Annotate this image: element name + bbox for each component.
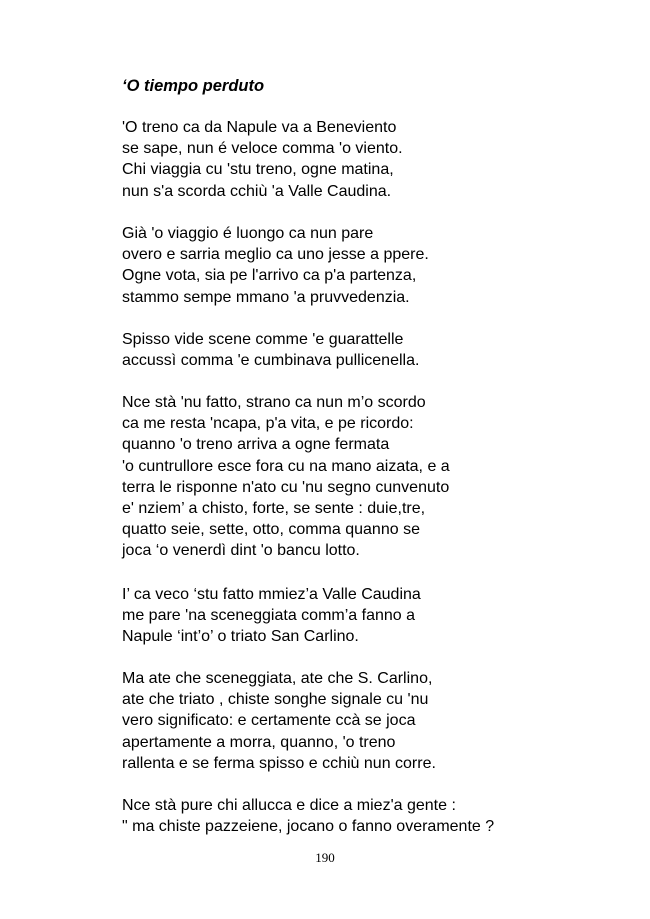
verse-line: accussì comma 'e cumbinava pullicenella. <box>122 352 420 370</box>
verse-line: se sape, nun é veloce comma 'o viento. <box>122 140 403 158</box>
verse-line: Nce stà 'nu fatto, strano ca nun m’o scordo <box>122 394 426 411</box>
verse-line: Ma ate che sceneggiata, ate che S. Carlino, <box>122 670 433 687</box>
verse-line: Chi viaggia cu 'stu treno, ogne matina, <box>122 161 394 179</box>
verse-line: " ma chiste pazzeiene, jocano o fanno overamente ? <box>122 818 495 836</box>
verse-line: Ogne vota, sia pe l'arrivo ca p'a partenza, <box>122 267 417 285</box>
verse-line: quanno 'o treno arriva a ogne fermata <box>122 436 390 454</box>
verse-line: joca ‘o venerdì dint 'o bancu lotto. <box>122 542 360 560</box>
verse-line: ate che triato , chiste songhe signale cu 'nu <box>122 691 429 709</box>
stanza-6 <box>122 668 436 774</box>
verse-line: Spisso vide scene comme 'e guarattelle <box>122 331 404 348</box>
verse-line: 'o cuntrullore esce fora cu na mano aizata, e a <box>122 457 450 475</box>
verse-line: nun s'a scorda cchiù 'a Valle Caudina. <box>122 182 392 200</box>
verse-line: 'O treno ca da Napule va a Beneviento <box>122 119 397 136</box>
stanza-1 <box>122 117 403 202</box>
verse-line: I’ ca veco ‘stu fatto mmiez’a Valle Caudina <box>122 586 421 603</box>
verse-line: vero significato: e certamente ccà se joca <box>122 712 416 730</box>
verse-line: Napule ‘int’o’ o triato San Carlino. <box>122 628 359 646</box>
stanza-3 <box>122 329 419 371</box>
page-number: 190 <box>315 850 335 865</box>
verse-line: Nce stà pure chi allucca e dice a miez'a gente : <box>122 797 456 814</box>
verse-line: e' nziem’ a chisto, forte, se sente : duie,tre, <box>122 500 426 518</box>
verse-line: terra le risponne n'ato cu 'nu segno cunvenuto <box>122 478 450 496</box>
poem-title: ‘O tiempo perduto <box>122 77 265 95</box>
verse-line: Già 'o viaggio é luongo ca nun pare <box>122 225 374 242</box>
stanza-7 <box>122 795 494 837</box>
verse-line: rallenta e se ferma spisso e cchiù nun corre. <box>122 754 436 772</box>
verse-line: ca me resta 'ncapa, p'a vita, e pe ricordo: <box>122 415 414 433</box>
verse-line: apertamente a morra, quanno, 'o treno <box>122 733 396 751</box>
stanza-5 <box>122 584 421 648</box>
stanza-2 <box>122 223 429 308</box>
verse-line: stammo sempe mmano 'a pruvvedenzia. <box>122 288 410 306</box>
stanza-4 <box>122 392 450 562</box>
verse-line: overo e sarria meglio ca uno jesse a ppere. <box>122 246 429 264</box>
verse-line: quatto seie, sette, otto, comma quanno se <box>122 521 420 539</box>
verse-line: me pare 'na sceneggiata comm’a fanno a <box>122 607 416 625</box>
